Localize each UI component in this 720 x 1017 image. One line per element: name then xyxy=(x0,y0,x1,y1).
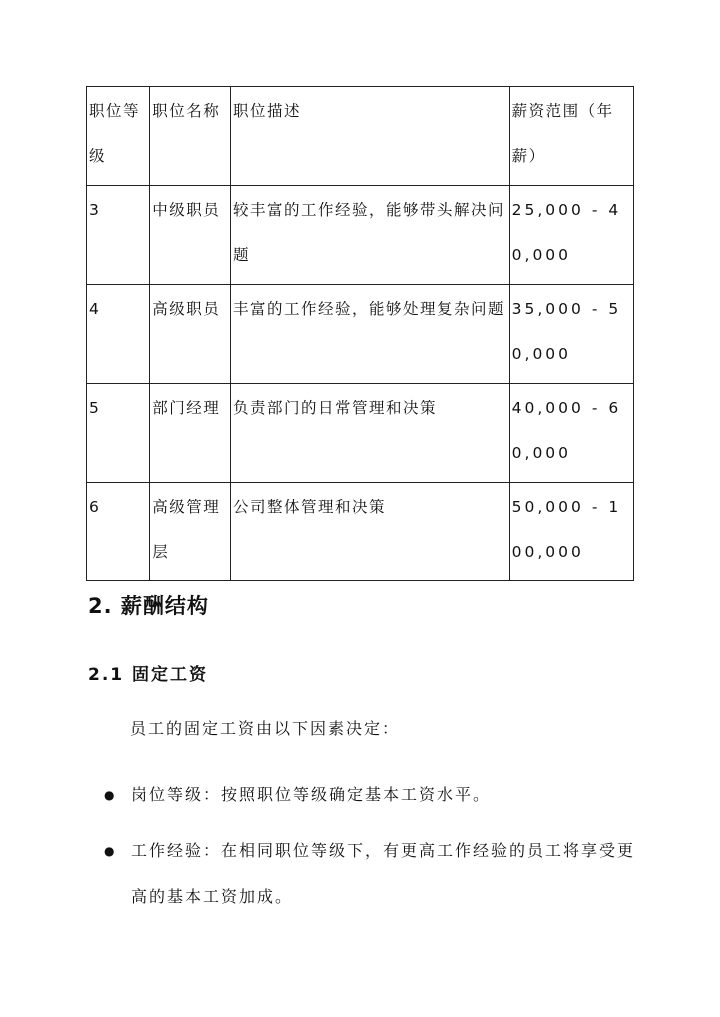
list-item xyxy=(104,828,644,920)
list-item-text: 工作经验：在相同职位等级下，有更高工作经验的员工将享受更高的基本工资加成。 xyxy=(131,841,636,906)
table-row xyxy=(87,384,634,483)
table-row xyxy=(87,483,634,581)
intro-paragraph: 员工的固定工资由以下因素决定： xyxy=(130,719,401,738)
subsection-heading: 2.1 固定工资 xyxy=(88,665,209,685)
header-level: 职位等级 xyxy=(87,87,150,186)
cell-level: 3 xyxy=(87,186,150,285)
cell-salary: 40,000 - 60,000 xyxy=(509,384,633,483)
cell-salary: 25,000 - 40,000 xyxy=(509,186,633,285)
header-title: 职位名称 xyxy=(150,87,231,186)
table-row xyxy=(87,285,634,384)
bullet-icon: ● xyxy=(104,788,117,802)
section-heading: 2. 薪酬结构 xyxy=(88,594,209,618)
table-header-row xyxy=(87,87,634,186)
header-description: 职位描述 xyxy=(230,87,509,186)
factor-list xyxy=(104,772,644,930)
cell-description: 负责部门的日常管理和决策 xyxy=(230,384,509,483)
cell-description: 较丰富的工作经验，能够带头解决问题 xyxy=(230,186,509,285)
cell-level: 4 xyxy=(87,285,150,384)
table-row xyxy=(87,186,634,285)
cell-title: 高级管理层 xyxy=(150,483,231,581)
cell-level: 6 xyxy=(87,483,150,581)
salary-table xyxy=(86,86,634,581)
cell-description: 丰富的工作经验，能够处理复杂问题 xyxy=(230,285,509,384)
list-item-text: 岗位等级：按照职位等级确定基本工资水平。 xyxy=(131,785,492,804)
cell-title: 部门经理 xyxy=(150,384,231,483)
cell-level: 5 xyxy=(87,384,150,483)
cell-salary: 35,000 - 50,000 xyxy=(509,285,633,384)
list-item xyxy=(104,772,644,818)
cell-description: 公司整体管理和决策 xyxy=(230,483,509,581)
cell-title: 中级职员 xyxy=(150,186,231,285)
cell-salary: 50,000 - 100,000 xyxy=(509,483,633,581)
cell-title: 高级职员 xyxy=(150,285,231,384)
bullet-icon: ● xyxy=(104,844,117,858)
header-salary: 薪资范围（年薪） xyxy=(509,87,633,186)
